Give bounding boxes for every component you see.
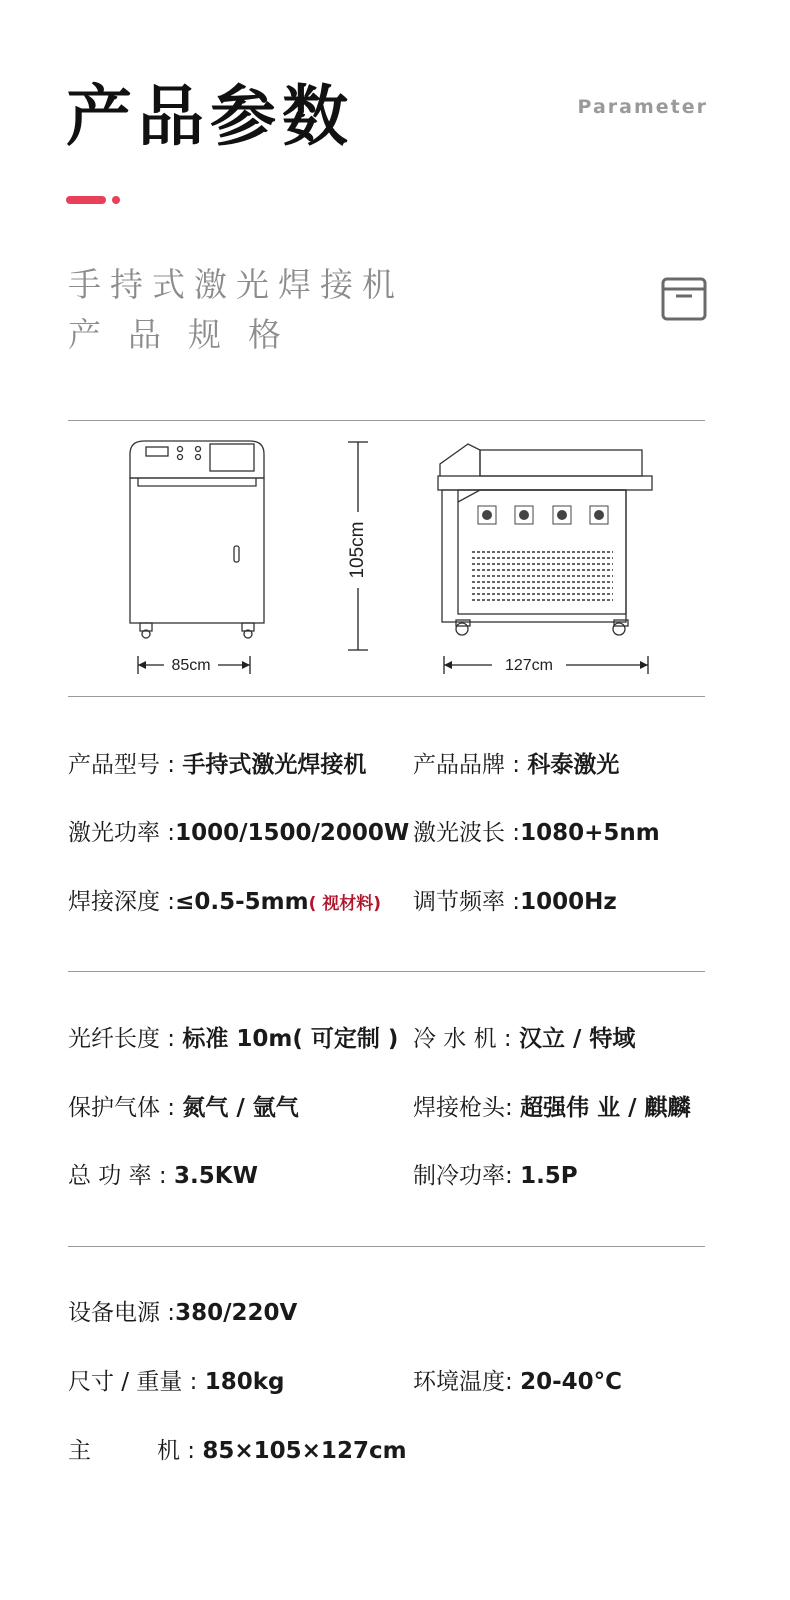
height-label: 105cm	[347, 521, 369, 579]
spec-brand	[413, 754, 619, 777]
subtitle-product-name: 手持式激光焊接机	[68, 265, 404, 304]
page-title: 产品参数	[66, 78, 354, 155]
spec-label: 焊接深度 :	[68, 889, 176, 915]
page-title-english: Parameter	[577, 96, 708, 118]
spec-weld-depth	[68, 891, 381, 914]
archive-box-icon	[660, 276, 708, 322]
spec-weight	[68, 1371, 285, 1394]
spec-label: 焊接枪头:	[413, 1095, 521, 1121]
divider	[68, 1246, 705, 1247]
spec-value: ≤0.5-5mm	[175, 889, 309, 915]
spec-value: 1080+5nm	[520, 820, 660, 846]
spec-value: 手持式激光焊接机	[182, 752, 367, 778]
spec-frequency	[413, 891, 617, 914]
spec-label: 调节频率 :	[413, 889, 521, 915]
divider	[68, 971, 705, 972]
spec-value: 1.5P	[520, 1163, 578, 1189]
depth-label: 127cm	[504, 657, 554, 674]
spec-value: 380/220V	[175, 1300, 298, 1326]
spec-fiber-length	[68, 1028, 398, 1051]
divider	[68, 420, 705, 421]
accent-bar	[66, 196, 106, 204]
spec-label: 主	[68, 1438, 91, 1464]
spec-label: 尺寸 / 重量 :	[68, 1369, 205, 1395]
spec-label: 冷 水 机 :	[413, 1026, 519, 1052]
spec-weld-gun	[413, 1097, 691, 1120]
spec-label: 制冷功率:	[413, 1163, 521, 1189]
spec-value: 3.5KW	[174, 1163, 258, 1189]
spec-label: 总 功 率 :	[68, 1163, 174, 1189]
spec-total-power	[68, 1165, 258, 1188]
spec-label: 环境温度:	[413, 1369, 521, 1395]
spec-label: 激光功率 :	[68, 820, 176, 846]
spec-model	[68, 754, 366, 777]
width-label: 85cm	[171, 657, 211, 674]
spec-value: 85×105×127cm	[202, 1438, 407, 1464]
spec-environment-temp	[413, 1371, 622, 1394]
spec-label: 产品品牌 :	[413, 752, 528, 778]
spec-chiller	[413, 1028, 635, 1051]
spec-label: 机 :	[157, 1438, 203, 1464]
spec-value: 20-40°C	[520, 1369, 623, 1395]
spec-main-unit-size	[68, 1440, 407, 1463]
spec-value: 超强伟 业 / 麒麟	[520, 1095, 691, 1121]
spec-value: 1000Hz	[520, 889, 617, 915]
spec-wavelength	[413, 822, 660, 845]
spec-value: 氮气 / 氩气	[182, 1095, 299, 1121]
spec-value: 科泰激光	[527, 752, 620, 778]
divider	[68, 696, 705, 697]
spec-value: 汉立 / 特域	[519, 1026, 636, 1052]
spec-label: 产品型号 :	[68, 752, 183, 778]
spec-cooling-power	[413, 1165, 578, 1188]
spec-power-supply	[68, 1302, 297, 1325]
spec-shield-gas	[68, 1097, 299, 1120]
spec-label: 激光波长 :	[413, 820, 521, 846]
accent-dot	[112, 196, 120, 204]
spec-value: 标准 10m( 可定制 )	[182, 1026, 399, 1052]
spec-note: ( 视材料)	[308, 894, 382, 914]
spec-value: 180kg	[204, 1369, 285, 1395]
spec-value: 1000/1500/2000W	[175, 820, 410, 846]
spec-label: 光纤长度 :	[68, 1026, 183, 1052]
spec-label: 保护气体 :	[68, 1095, 183, 1121]
spec-label: 设备电源 :	[68, 1300, 176, 1326]
spec-laser-power	[68, 822, 409, 845]
machine-dimension-drawing	[68, 428, 705, 690]
subtitle-spec: 产品规格	[68, 315, 308, 354]
